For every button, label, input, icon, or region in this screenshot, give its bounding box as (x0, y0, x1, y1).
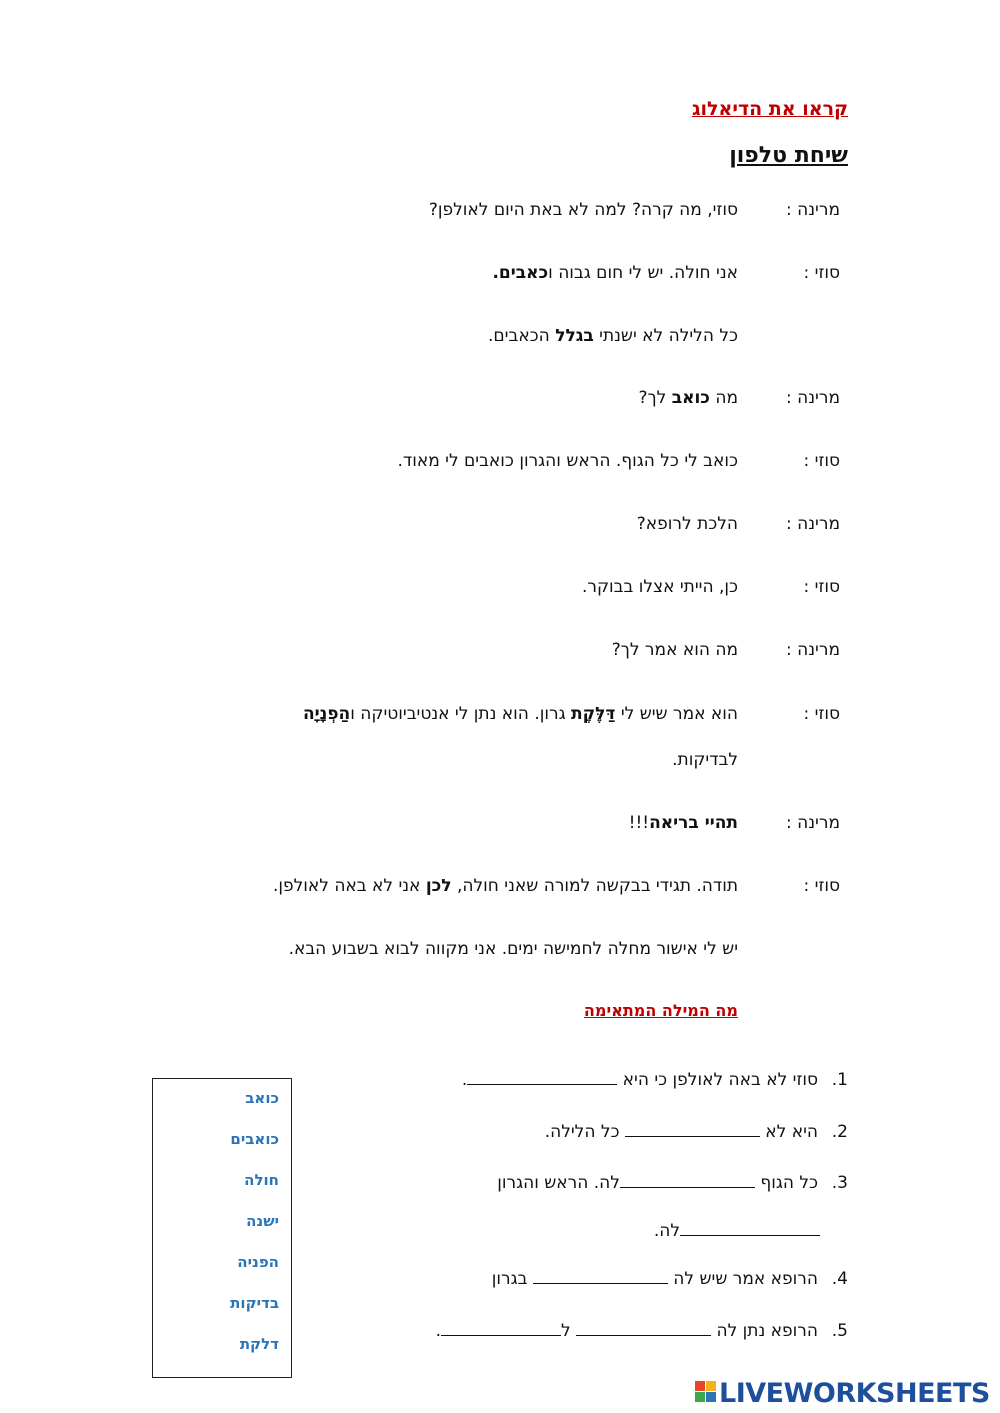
line-text: הוא אמר שיש לי (615, 704, 738, 724)
word-bank-item: כואבים (230, 1130, 279, 1148)
word-bank-item: דלקת (239, 1335, 279, 1353)
question-number: 3. (831, 1173, 848, 1193)
question-item (654, 1221, 820, 1241)
dialogue-line (488, 326, 738, 346)
dialogue-line (273, 876, 738, 896)
question-item (436, 1321, 848, 1341)
line-text: !!! (628, 813, 650, 833)
line-text: כואב לי כל הגוף. הראש והגרון כואבים לי מאוד. (397, 451, 738, 471)
bold-word: בגלל (555, 326, 594, 346)
speaker-label: סוזי : (803, 263, 840, 283)
word-bank-item: כואב (245, 1089, 279, 1107)
question-text: כל הלילה. (544, 1122, 625, 1142)
line-text: מה הוא אמר לך? (611, 640, 738, 660)
dialogue-line (429, 200, 738, 220)
question-item (497, 1173, 848, 1193)
liveworksheets-logo-icon (695, 1381, 717, 1403)
line-text: אני לא באה לאולפן. (272, 876, 426, 896)
answer-blank[interactable] (576, 1321, 711, 1336)
line-text: לבדיקות. (672, 750, 738, 770)
answer-blank[interactable] (620, 1173, 755, 1188)
question-item (492, 1269, 848, 1289)
bold-word: כאבים. (492, 263, 549, 283)
speaker-label: מרינה : (786, 388, 840, 408)
dialogue-line (582, 577, 738, 597)
question-text: הרופא אמר שיש לה (667, 1269, 818, 1289)
question-number: 2. (831, 1122, 848, 1142)
question-text: סוזי לא באה לאולפן כי היא (617, 1070, 818, 1090)
dialogue-line (629, 813, 738, 833)
speaker-label: סוזי : (803, 577, 840, 597)
dialogue-line (638, 388, 738, 408)
question-text: כל הגוף (754, 1173, 818, 1193)
line-text: מה (709, 388, 738, 408)
question-text: לה. (653, 1221, 680, 1241)
question-text: . (461, 1070, 468, 1090)
speaker-label: סוזי : (803, 451, 840, 471)
line-text: כל הלילה לא ישנתי (593, 326, 738, 346)
question-item (462, 1070, 848, 1090)
bold-word: תהיי בריאה (649, 813, 738, 833)
dialogue-title: שיחת טלפון (729, 143, 848, 168)
bold-word: דַּלֶּקֶת (571, 704, 616, 724)
line-text: הלכת לרופא? (636, 514, 738, 534)
answer-blank[interactable] (533, 1269, 668, 1284)
word-bank-item: חולה (244, 1171, 279, 1189)
speaker-label: סוזי : (803, 704, 840, 724)
liveworksheets-logo-text: LIVEWORKSHEETS (719, 1378, 990, 1409)
line-text: תודה. תגידי בבקשה למורה שאני חולה, (451, 876, 738, 896)
bold-word: כואב (671, 388, 710, 408)
speaker-label: מרינה : (786, 640, 840, 660)
exercise-title: מה המילה המתאימה (583, 1001, 738, 1020)
line-text: גרון. הוא נתן לי אנטיביוטיקה ו (350, 704, 571, 724)
word-bank-item: ישנה (246, 1212, 279, 1230)
dialogue-line (492, 263, 738, 283)
answer-blank[interactable] (467, 1070, 617, 1085)
line-text: יש לי אישור מחלה לחמישה ימים. אני מקווה לבוא בשבוע הבא. (288, 939, 738, 959)
question-text: הרופא נתן לה (711, 1321, 818, 1341)
question-text: ל (561, 1321, 577, 1341)
page-heading: קראו את הדיאלוג (692, 98, 848, 120)
speaker-label: סוזי : (803, 876, 840, 896)
answer-blank[interactable] (625, 1122, 760, 1137)
question-number: 4. (831, 1269, 848, 1289)
line-text: כן, הייתי אצלו בבוקר. (581, 577, 738, 597)
line-text: הכאבים. (488, 326, 556, 346)
speaker-label: מרינה : (786, 200, 840, 220)
dialogue-line (398, 451, 738, 471)
question-number: 1. (831, 1070, 848, 1090)
speaker-label: מרינה : (786, 514, 840, 534)
word-bank-item: בדיקות (230, 1294, 279, 1312)
question-text: . (435, 1321, 442, 1341)
word-bank (152, 1078, 292, 1378)
bold-word: לכן (425, 876, 452, 896)
dialogue-line (637, 514, 738, 534)
speaker-label: מרינה : (786, 813, 840, 833)
word-bank-item: הפניה (237, 1253, 279, 1271)
dialogue-line (289, 939, 738, 959)
question-text: בגרון (491, 1269, 533, 1289)
question-item (545, 1122, 848, 1142)
question-text: לה. הראש והגרון (497, 1173, 620, 1193)
dialogue-line (672, 750, 738, 770)
liveworksheets-logo (695, 1378, 995, 1410)
question-number: 5. (831, 1321, 848, 1341)
dialogue-line (303, 704, 738, 724)
line-text: לך? (638, 388, 672, 408)
question-text: היא לא (759, 1122, 818, 1142)
line-text: אני חולה. יש לי חום גבוה ו (548, 263, 738, 283)
answer-blank[interactable] (680, 1221, 820, 1236)
answer-blank[interactable] (441, 1321, 561, 1336)
line-text: סוזי, מה קרה? למה לא באת היום לאולפן? (428, 200, 738, 220)
dialogue-line (612, 640, 738, 660)
bold-word: הַפְנָיָה (302, 704, 351, 724)
